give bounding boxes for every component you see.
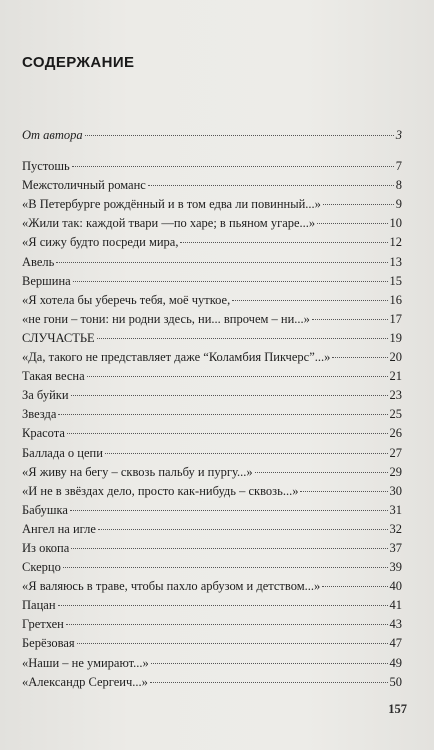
toc-leader-dots <box>300 490 387 492</box>
toc-leader-dots <box>85 134 394 136</box>
toc-leader-dots <box>73 280 388 282</box>
toc-entry-title: Красота <box>22 426 65 441</box>
toc-entry-title: За буйки <box>22 388 69 403</box>
toc-leader-dots <box>87 375 388 377</box>
toc-entry-title: «И не в звёздах дело, просто как-нибудь – сквозь...» <box>22 483 299 498</box>
toc-entry <box>22 558 402 577</box>
toc-entry <box>22 329 402 348</box>
toc-entry-page: 30 <box>389 483 402 498</box>
toc-leader-dots <box>232 299 387 301</box>
toc-entry-page: 39 <box>389 560 402 575</box>
toc-leader-dots <box>148 184 394 186</box>
toc-entry-title: Авель <box>22 254 55 269</box>
toc-entry <box>22 386 402 405</box>
toc-leader-dots <box>317 222 387 224</box>
page-number: 157 <box>388 702 407 716</box>
toc-entry-title: Баллада о цепи <box>22 445 103 460</box>
toc-entry-page: 41 <box>389 598 402 613</box>
toc-entry-title: Пацан <box>22 598 56 613</box>
toc-entry <box>22 577 402 596</box>
toc-entry <box>22 367 402 386</box>
toc-entry-page: 47 <box>389 636 402 651</box>
toc-entry <box>22 482 402 501</box>
toc-heading: СОДЕРЖАНИЕ <box>22 54 135 71</box>
toc-entry <box>22 673 402 692</box>
toc-entry <box>22 348 402 367</box>
toc-entry-title: Ангел на игле <box>22 521 96 536</box>
toc-leader-dots <box>70 509 388 511</box>
toc-leader-dots <box>77 642 388 644</box>
toc-entry-page: 10 <box>389 216 402 231</box>
toc-entry <box>22 634 402 653</box>
toc-leader-dots <box>180 241 387 243</box>
toc-entry <box>22 291 402 310</box>
toc-entry-page: 31 <box>389 502 402 517</box>
toc-entry <box>22 253 402 272</box>
toc-entry-page: 7 <box>395 159 402 174</box>
toc-entry-title: «Я сижу будто посреди мира, <box>22 235 179 250</box>
toc-entry-title: Звезда <box>22 407 57 422</box>
toc-entry-title: «Наши – не умирают...» <box>22 655 149 670</box>
toc-entry <box>22 233 402 252</box>
toc-entry-title: «В Петербурге рождённый и в том едва ли повинный...» <box>22 197 321 212</box>
toc-entry-page: 26 <box>389 426 402 441</box>
toc-leader-dots <box>332 356 387 358</box>
toc-entry <box>22 596 402 615</box>
toc-leader-dots <box>71 394 388 396</box>
toc-entry-title: «Да, такого не представляет даже “Коламбия Пикчерс”...» <box>22 350 331 365</box>
toc-leader-dots <box>58 413 387 415</box>
toc-entry <box>22 539 402 558</box>
toc-leader-dots <box>323 203 394 205</box>
toc-entry <box>22 424 402 443</box>
toc-leader-dots <box>97 337 388 339</box>
toc-entry-title: Вершина <box>22 273 71 288</box>
toc-entry <box>22 176 402 195</box>
toc-entry-page: 25 <box>389 407 402 422</box>
toc-entry-title: Бабушка <box>22 502 68 517</box>
toc-entry-page: 13 <box>389 254 402 269</box>
toc-list <box>22 126 402 692</box>
toc-entry <box>22 615 402 634</box>
toc-entry-page: 8 <box>395 178 402 193</box>
toc-entry-page: 9 <box>395 197 402 212</box>
toc-leader-dots <box>58 604 388 606</box>
toc-entry-page: 29 <box>389 464 402 479</box>
toc-entry <box>22 501 402 520</box>
toc-entry-title: Берёзовая <box>22 636 75 651</box>
toc-entry-title: Такая весна <box>22 369 85 384</box>
toc-entry-title: Пустошь <box>22 159 70 174</box>
toc-entry-page: 19 <box>389 330 402 345</box>
toc-entry <box>22 654 402 673</box>
toc-entry-page: 3 <box>395 128 402 142</box>
toc-entry-title: СЛУЧАСТЬЕ <box>22 330 95 345</box>
toc-entry <box>22 157 402 176</box>
toc-entry-title: «Я живу на бегу – сквозь пальбу и пургу...» <box>22 464 253 479</box>
toc-leader-dots <box>72 165 394 167</box>
toc-leader-dots <box>66 623 388 625</box>
toc-entry <box>22 195 402 214</box>
toc-entry-page: 12 <box>389 235 402 250</box>
toc-entry <box>22 126 402 145</box>
toc-entry-page: 21 <box>389 369 402 384</box>
toc-entry-page: 23 <box>389 388 402 403</box>
toc-entry <box>22 520 402 539</box>
toc-entry <box>22 405 402 424</box>
toc-entry-title: «Я валяюсь в траве, чтобы пахло арбузом и детством...» <box>22 579 321 594</box>
toc-leader-dots <box>151 662 388 664</box>
toc-entry-page: 43 <box>389 617 402 632</box>
toc-leader-dots <box>98 528 388 530</box>
toc-leader-dots <box>312 318 388 320</box>
toc-entry-title: «Александр Сергеич...» <box>22 674 148 689</box>
toc-entry-title: «не гони – тони: ни родни здесь, ни... впрочем – ни...» <box>22 311 310 326</box>
toc-leader-dots <box>56 261 387 263</box>
toc-entry-title: Гретхен <box>22 617 64 632</box>
toc-leader-dots <box>255 471 388 473</box>
toc-leader-dots <box>67 432 388 434</box>
toc-entry <box>22 463 402 482</box>
toc-entry-page: 40 <box>389 579 402 594</box>
toc-leader-dots <box>322 585 387 587</box>
toc-entry <box>22 310 402 329</box>
toc-leader-dots <box>63 566 388 568</box>
toc-entry-page: 50 <box>389 674 402 689</box>
toc-entry <box>22 444 402 463</box>
toc-entry-page: 20 <box>389 350 402 365</box>
toc-entry <box>22 214 402 233</box>
toc-entry-title: От автора <box>22 128 83 142</box>
toc-entry-title: Межстоличный романс <box>22 178 146 193</box>
toc-entry-title: Из окопа <box>22 540 70 555</box>
toc-leader-dots <box>150 681 388 683</box>
toc-entry-page: 37 <box>389 540 402 555</box>
toc-entry-page: 49 <box>389 655 402 670</box>
toc-entry-page: 17 <box>389 311 402 326</box>
toc-entry-page: 16 <box>389 292 402 307</box>
toc-leader-dots <box>105 452 388 454</box>
toc-entry-page: 15 <box>389 273 402 288</box>
toc-entry <box>22 272 402 291</box>
toc-entry-page: 27 <box>389 445 402 460</box>
toc-entry-page: 32 <box>389 521 402 536</box>
toc-entry-title: «Я хотела бы уберечь тебя, моё чуткое, <box>22 292 231 307</box>
toc-entry-title: «Жили так: каждой твари —по харе; в пьяном угаре...» <box>22 216 316 231</box>
toc-leader-dots <box>71 547 387 549</box>
toc-entry-title: Скерцо <box>22 560 61 575</box>
